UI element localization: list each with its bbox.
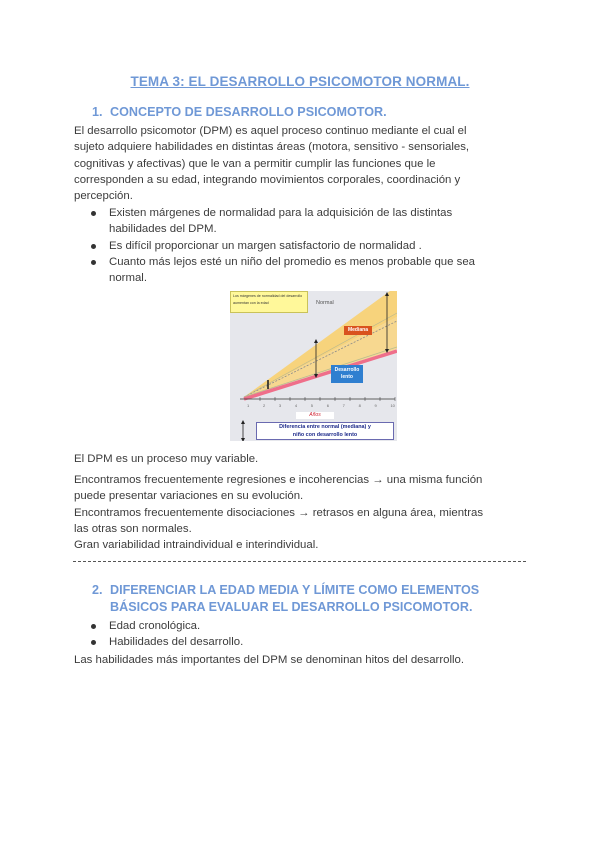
chart-caption [256, 422, 394, 440]
bullet-icon [91, 260, 96, 265]
paragraph-line: corresponden a su edad, integrando movimientos corporales, coordinación y [74, 173, 461, 186]
variability-paragraph-2 [74, 472, 534, 537]
bullet-item [74, 205, 534, 238]
lento-line: lento [341, 374, 353, 380]
bullet-text: Cuanto más lejos esté un niño del promedio es menos probable que sea [109, 255, 475, 268]
bullet-text: normal. [109, 272, 147, 285]
chart-normal-label: Normal [316, 300, 334, 306]
paragraph-line: percepción. [74, 190, 133, 203]
x-tick: 2 [262, 403, 266, 408]
section-2-title [110, 582, 540, 616]
bullet-item [74, 254, 534, 287]
document-title: TEMA 3: EL DESARROLLO PSICOMOTOR NORMAL. [130, 74, 470, 89]
chart-note-box: Los márgenes de normalidad del desarrollo aumentan con la edad [230, 291, 308, 313]
section-2-heading [92, 582, 540, 616]
bullet-item [74, 618, 534, 634]
section-divider [73, 561, 526, 562]
x-tick: 8 [358, 403, 361, 408]
paragraph-line: Encontramos frecuentemente regresiones e incoherencias → una misma función [74, 474, 483, 486]
bullet-item [74, 634, 534, 650]
bullet-icon [91, 244, 96, 249]
section-2-closing: Las habilidades más importantes del DPM se denominan hitos del desarrollo. [74, 654, 465, 666]
bullet-icon [91, 624, 96, 629]
paragraph-line: El desarrollo psicomotor (DPM) es aquel proceso continuo mediante el cual el [74, 125, 467, 137]
bullet-icon [91, 211, 96, 216]
lento-line: Desarrollo [334, 367, 360, 373]
x-tick: 6 [326, 403, 329, 408]
x-tick: 7 [342, 403, 345, 408]
section-1-heading [92, 104, 540, 121]
section-1-bullet-list [74, 205, 534, 286]
chart-lento-label [331, 365, 363, 383]
variability-line-1: El DPM es un proceso muy variable. [74, 453, 259, 465]
caption-line: niño con desarrollo lento [292, 431, 358, 438]
chart-x-ticks [247, 403, 395, 408]
caption-line: Diferencia entre normal (mediana) y [279, 424, 371, 430]
x-tick: 10 [390, 403, 395, 408]
paragraph-line: sujeto adquiere habilidades en distintas áreas (motora, sensitivo - sensoriales, [74, 141, 470, 154]
x-tick: 4 [294, 403, 298, 408]
bullet-text: Edad cronológica. [109, 620, 201, 632]
section-2-bullet-list [74, 618, 534, 651]
paragraph-line: cognitivas y afectivas) que le van a permitir cumplir las funciones que le [74, 157, 436, 170]
section-1-paragraph [74, 123, 534, 204]
paragraph-line: puede presentar variaciones en su evolución. [74, 490, 304, 503]
section-1-number: 1. [92, 105, 103, 119]
bullet-text: habilidades del DPM. [109, 223, 217, 236]
x-tick: 9 [374, 403, 377, 408]
x-tick: 1 [247, 403, 250, 408]
x-tick: 5 [310, 403, 313, 408]
development-chart-figure [230, 291, 397, 441]
bullet-text: Es difícil proporcionar un margen satisfactorio de normalidad . [109, 239, 422, 252]
bullet-text: Existen márgenes de normalidad para la adquisición de las distintas [109, 207, 453, 219]
heading-line: DIFERENCIAR LA EDAD MEDIA Y LÍMITE COMO ELEMENTOS [110, 583, 480, 597]
section-2-number: 2. [92, 583, 103, 597]
x-tick: 3 [278, 403, 282, 408]
section-1-title: CONCEPTO DE DESARROLLO PSICOMOTOR. [110, 105, 387, 119]
heading-line: BÁSICOS PARA EVALUAR EL DESARROLLO PSICOMOTOR. [110, 600, 473, 614]
paragraph-line: las otras son normales. [74, 522, 192, 535]
chart-mediana-label: Mediana [344, 326, 372, 335]
paragraph-line: Encontramos frecuentemente disociaciones → retrasos en alguna área, mientras [74, 506, 484, 519]
bullet-text: Habilidades del desarrollo. [109, 636, 244, 649]
chart-x-axis-label: Años [296, 412, 334, 419]
variability-line-last: Gran variabilidad intraindividual e interindividual. [74, 539, 319, 551]
bullet-item [74, 238, 534, 254]
bullet-icon [91, 640, 96, 645]
